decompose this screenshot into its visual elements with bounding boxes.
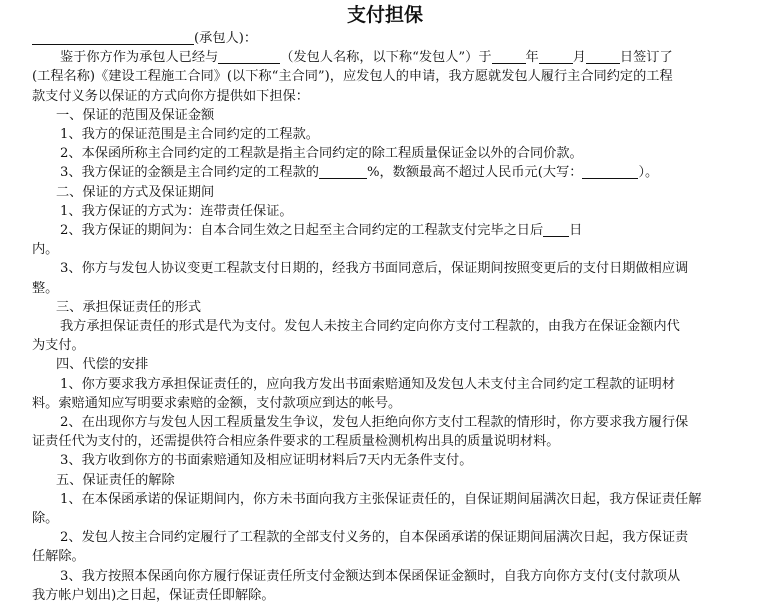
section-4-item-2-cont: 证责任代为支付的，还需提供符合相应条件要求的工程质量检测机构出具的质量说明材料。 [32, 434, 560, 450]
s1-i3-text-c: ）。 [638, 165, 659, 181]
section-3-text-cont: 为支付。 [32, 338, 85, 354]
section-2-item-2 [32, 221, 738, 240]
section-4-item-2: 2、在出现你方与发包人因工程质量发生争议，发包人拒绝向你方支付工程款的情形时，你方要求我方履行保 [60, 415, 689, 431]
section-1-item-3 [32, 163, 738, 182]
s2-i2-text-a: 2、我方保证的期间为：自本合同生效之日起至主合同约定的工程款支付完毕之日后 [60, 223, 544, 239]
intro-line-2: (工程名称)《建设工程施工合同》(以下称“主合同”)，应发包人的申请，我方愿就发包人履行主合同约定的工程 [32, 69, 673, 85]
s1-i3-text-a: 3、我方保证的金额是主合同约定的工程款的 [60, 165, 319, 181]
document-title: 支付担保 [346, 4, 423, 26]
section-2-item-3-cont: 整。 [32, 280, 59, 296]
section-4-item-1: 1、你方要求我方承担保证责任的，应向我方发出书面索赔通知及发包人未支付主合同约定工程款的证明材 [60, 376, 676, 392]
section-2-heading: 二、保证的方式及保证期间 [56, 184, 215, 200]
section-2-item-3: 3、你方与发包人协议变更工程款支付日期的，经我方书面同意后，保证期间按照变更后的支付日期做相应调 [60, 261, 689, 277]
percent-blank [319, 164, 367, 179]
intro-text-e: 日签订了 [619, 50, 673, 66]
section-5-item-2-cont: 任解除。 [32, 549, 85, 565]
section-5-heading: 五、保证责任的解除 [56, 472, 175, 488]
section-3-text: 我方承担保证责任的形式是代为支付。发包人未按主合同约定向你方支付工程款的，由我方在保证金额内代 [60, 319, 680, 335]
year-label: 年 [525, 50, 539, 66]
contractor-name-blank [32, 30, 194, 45]
salutation-label: (承包人)： [194, 31, 258, 46]
section-1-heading: 一、保证的范围及保证金额 [56, 107, 215, 123]
salutation-line [32, 29, 738, 48]
section-3-heading: 三、承担保证责任的形式 [56, 299, 202, 315]
section-5-item-3-cont: 我方帐户划出)之日起，保证责任即解除。 [32, 587, 275, 603]
section-1-item-2: 2、本保函所称主合同约定的工程款是指主合同约定的除工程质量保证金以外的合同价款。 [60, 146, 583, 162]
section-5-item-1: 1、在本保函承诺的保证期间内，你方未书面向我方主张保证责任的，自保证期间届满次日起，我方保证责任解 [60, 491, 702, 507]
section-2-item-1: 1、我方保证的方式为：连带责任保证。 [60, 203, 293, 219]
amount-words-blank [582, 164, 638, 179]
intro-text-a: 鉴于你方作为承包人已经与 [60, 50, 219, 66]
s2-i2-text-b: 日 [569, 223, 583, 239]
s1-i3-text-b: %，数额最高不超过人民币元(大写： [366, 165, 583, 181]
day-blank [586, 49, 620, 64]
section-5-item-3: 3、我方按照本保函向你方履行保证责任所支付金额达到本保函保证金额时，自我方向你方支付(支付款项从 [60, 568, 681, 584]
intro-line-1 [32, 48, 738, 67]
days-blank [543, 222, 569, 237]
month-label: 月 [572, 50, 586, 66]
intro-line-3: 款支付义务以保证的方式向你方提供如下担保： [32, 88, 309, 104]
section-5-item-2: 2、发包人按主合同约定履行了工程款的全部支付义务的，自本保函承诺的保证期间届满次日起，我方保证责 [60, 530, 689, 546]
section-1-item-1: 1、我方的保证范围是主合同约定的工程款。 [60, 127, 319, 143]
employer-name-blank [218, 49, 280, 64]
section-4-heading: 四、代偿的安排 [56, 357, 149, 373]
year-blank [492, 49, 526, 64]
section-4-item-3: 3、我方收到你方的书面索赔通知及相应证明材料后7天内无条件支付。 [60, 453, 473, 469]
intro-text-b: （发包人名称，以下称“发包人”）于 [280, 50, 492, 66]
section-4-item-1-cont: 料。索赔通知应写明要求索赔的金额，支付款项应到达的帐号。 [32, 395, 402, 411]
section-5-item-1-cont: 除。 [32, 511, 59, 527]
month-blank [539, 49, 573, 64]
section-2-item-2-cont: 内。 [32, 242, 59, 258]
